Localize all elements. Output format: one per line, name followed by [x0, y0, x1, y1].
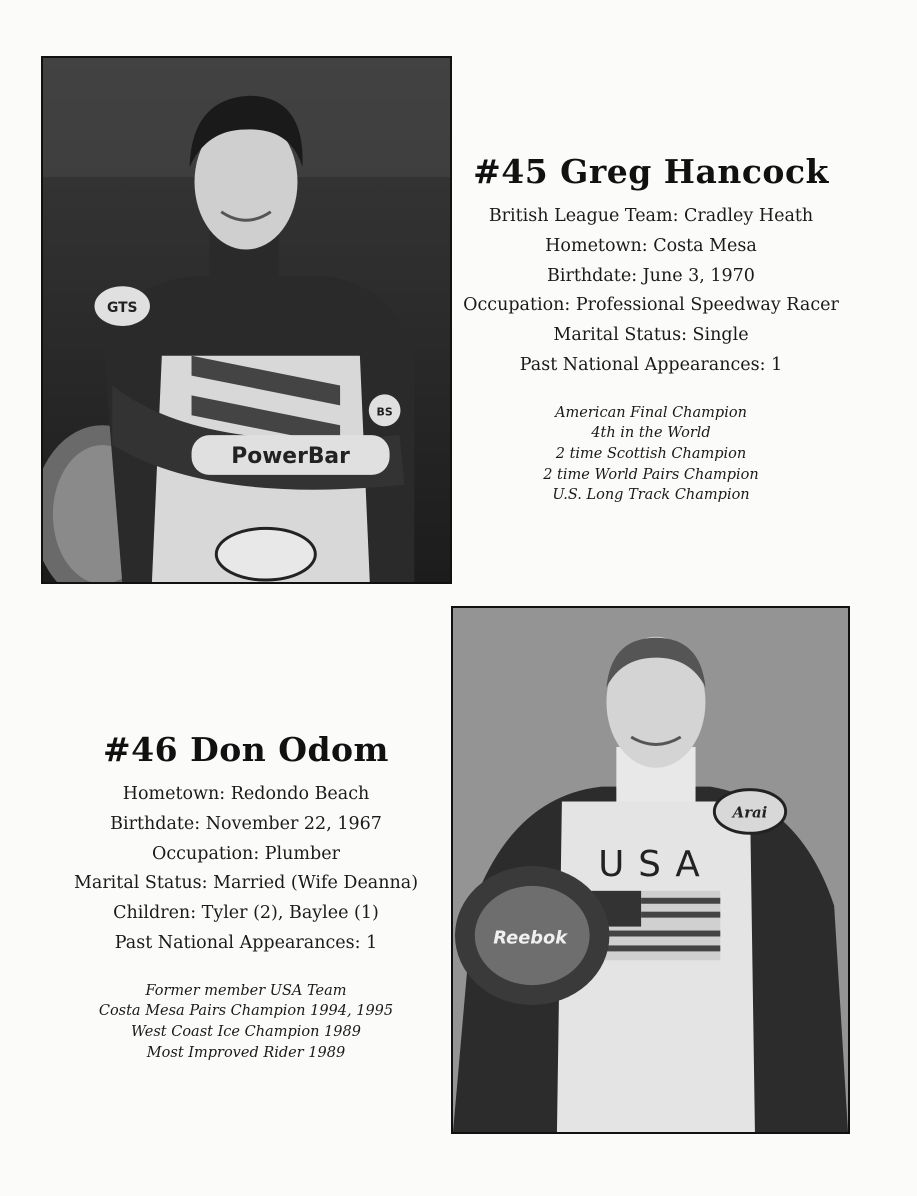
honor-item: U.S. Long Track Champion — [552, 487, 750, 504]
rider-honors — [60, 981, 432, 1063]
rider-honors — [462, 403, 840, 506]
rider-fact-appearances: Past National Appearances: 1 — [519, 354, 783, 375]
honor-item: 2 time World Pairs Champion — [543, 466, 759, 483]
rider-fact-appearances: Past National Appearances: 1 — [114, 932, 378, 953]
rider-bio-don-odom — [60, 728, 432, 1063]
rider-fact-hometown: Hometown: Redondo Beach — [122, 784, 370, 804]
rider-fact-children: Children: Tyler (2), Baylee (1) — [113, 903, 379, 924]
honor-item: American Final Champion — [555, 404, 747, 421]
rider-fact-marital-status: Marital Status: Single — [553, 325, 749, 346]
rider-name: #45 Greg Hancock — [473, 152, 829, 191]
rider-fact-marital-status: Marital Status: Married (Wife Deanna) — [73, 873, 419, 894]
photo-leathers-text: USA — [598, 843, 714, 885]
rider-bio-greg-hancock — [462, 150, 840, 506]
honor-item: Former member USA Team — [145, 982, 347, 999]
rider-fact-birthdate: Birthdate: June 3, 1970 — [547, 265, 755, 286]
rider-fact-occupation: Occupation: Professional Speedway Racer — [463, 295, 839, 316]
rider-fact-occupation: Occupation: Plumber — [152, 843, 340, 864]
rider-name: #46 Don Odom — [103, 730, 389, 769]
photo-leathers-text: BS — [376, 405, 393, 419]
photo-leathers-text: PowerBar — [231, 443, 350, 469]
honor-item: 2 time Scottish Champion — [555, 445, 747, 462]
rider-photo-don-odom — [451, 606, 850, 1134]
honor-item: Costa Mesa Pairs Champion 1994, 1995 — [98, 1003, 394, 1020]
photo-leathers-text: GTS — [106, 300, 138, 317]
photo-leathers-text: Reebok — [493, 927, 568, 949]
honor-item: 4th in the World — [591, 425, 711, 442]
rider-fact-hometown: Hometown: Costa Mesa — [545, 235, 757, 256]
rider-photo-greg-hancock — [41, 56, 452, 584]
photo-leathers-text: Arai — [732, 803, 768, 822]
rider-fact-birthdate: Birthdate: November 22, 1967 — [110, 813, 382, 834]
honor-item: West Coast Ice Champion 1989 — [131, 1023, 361, 1040]
honor-item: Most Improved Rider 1989 — [146, 1044, 346, 1061]
rider-fact-team: British League Team: Cradley Heath — [488, 206, 814, 226]
